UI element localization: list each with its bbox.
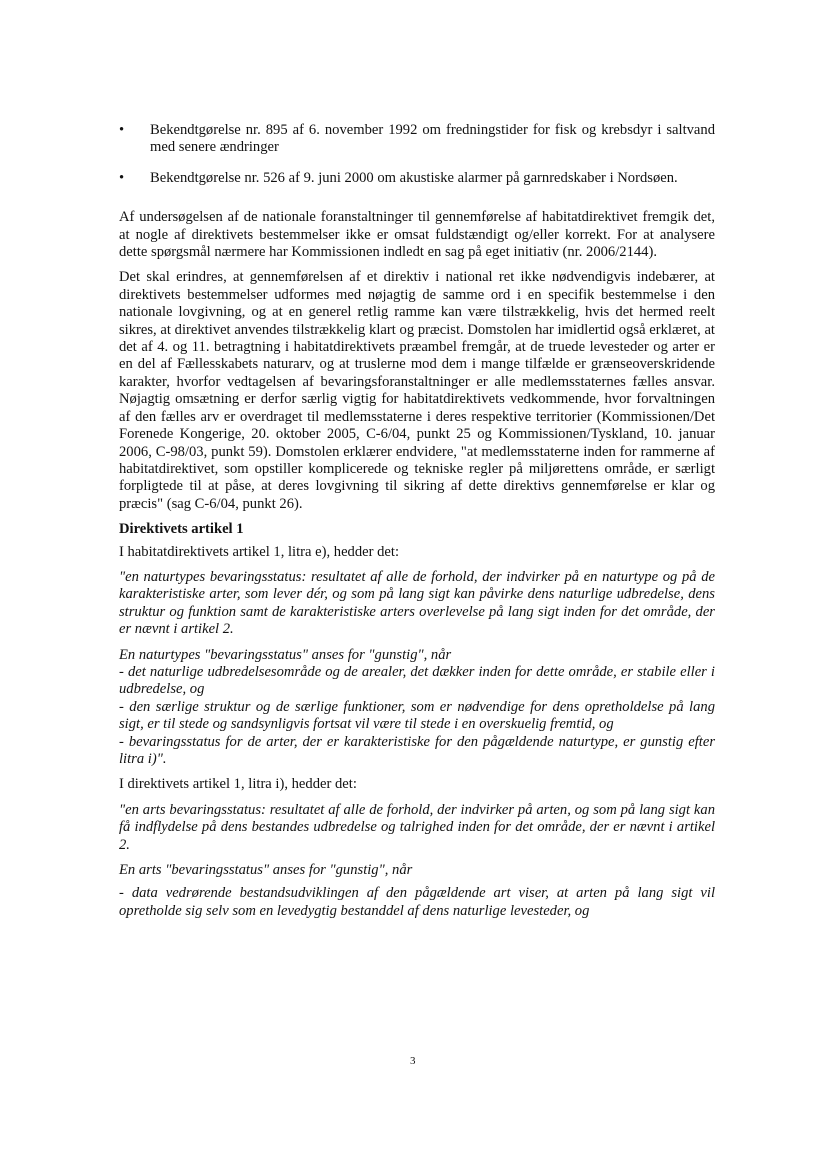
quote-art-conditions bbox=[119, 862, 715, 920]
quote-naturtype-conditions bbox=[119, 647, 715, 769]
quote-line: - det naturlige udbredelsesområde og de arealer, det dækker inden for dette område, er stabile eller i udbredelse, og bbox=[119, 663, 715, 698]
quote-line: - data vedrørende bestandsudviklingen af den pågældende art viser, at arten på lang sigt vil opretholde sig selv som en levedygtig bestanddel af dens naturlige levesteder, og bbox=[119, 885, 715, 919]
quote-line: En arts "bevaringsstatus" anses for "gunstig", når bbox=[119, 862, 413, 879]
paragraph-intro: Af undersøgelsen af de nationale foranstaltninger til gennemførelse af habitatdirektivet fremgik det, at nogle af direktivets bestemmelser ikke er omsat fuldstændigt og/eller korrekt. For at analysere dette spørgsmål nærmere har Kommissionen indledt en sag på eget initiativ (nr. 2006/2144). bbox=[119, 209, 715, 261]
section-heading: Direktivets artikel 1 bbox=[119, 521, 244, 538]
list-item bbox=[119, 170, 715, 187]
paragraph-article-ref-e: I habitatdirektivets artikel 1, litra e), hedder det: bbox=[119, 543, 400, 560]
page-number: 3 bbox=[410, 1055, 416, 1067]
list-item bbox=[119, 122, 715, 157]
quote-line: En naturtypes "bevaringsstatus" anses for "gunstig", når bbox=[119, 646, 452, 663]
page-content bbox=[119, 122, 715, 928]
list-item-text: Bekendtgørelse nr. 895 af 6. november 1992 om fredningstider for fisk og krebsdyr i saltvand med senere ændringer bbox=[150, 122, 715, 156]
quote-naturtype-definition: "en naturtypes bevaringsstatus: resultatet af alle de forhold, der indvirker på en naturtype og på de karakteristiske arter, som lever dér, og som på lang sigt kan påvirke dens naturlige udbredelse, dens struktur og funktion samt de karakteristiske arters overlevelse på lang sigt inden for det område, der er nævnt i artikel 2. bbox=[119, 568, 715, 638]
bullet-icon: • bbox=[119, 122, 125, 138]
quote-line: - den særlige struktur og de særlige funktioner, som er nødvendige for dens opretholdelse på lang sigt, er til stede og sandsynligvis fortsat vil være til stede i en overskuelig fremtid, og bbox=[119, 698, 715, 733]
bullet-icon: • bbox=[119, 169, 125, 186]
list-item-text: Bekendtgørelse nr. 526 af 9. juni 2000 om akustiske alarmer på garnredskaber i Nordsøen. bbox=[150, 169, 678, 186]
paragraph-article-ref-i: I direktivets artikel 1, litra i), hedder det: bbox=[119, 776, 357, 793]
quote-line: - bevaringsstatus for de arter, der er karakteristiske for den pågældende naturtype, er gunstig efter litra i)". bbox=[119, 733, 715, 767]
paragraph-case-law: Det skal erindres, at gennemførelsen af et direktiv i national ret ikke nødvendigvis indebærer, at direktivets bestemmelser udformes med nøjagtig de samme ord i en specifik bestemmelse i den nationale lovgivning, og at en generel retlig ramme kan være tilstrækkelig, hvis det hermed reelt sikres, at direktivet anvendes tilstrækkelig klart og præcist. Domstolen har imidlertid også erklæret, at det af 4. og 11. betragtning i habitatdirektivets præambel fremgår, at de truede levesteder og arter er en del af Fællesskabets naturarv, og at truslerne mod dem i mange tilfælde er grænseoverskridende karakter, hvorfor vedtagelsen af bevaringsforanstaltninger er alle medlemsstaternes fælles ansvar. Nøjagtig omsætning er derfor særlig vigtig for habitatdirektivets vedkommende, hvor forvaltningen af den fælles arv er overdraget til medlemsstaterne i deres respektive territorier (Kommissionen/Det Forenede Kongerige, 20. oktober 2005, C-6/04, punkt 25 og Kommissionen/Tyskland, 10. januar 2006, C-98/03, punkt 59). Domstolen erklærer endvidere, "at medlemsstaterne inden for rammerne af habitatdirektivet, som opstiller komplicerede og tekniske regler på miljørettens område, er særligt forpligtede til at påse, at deres lovgivning til sikring af dette direktivs gennemførelse er klar og præcis" (sag C-6/04, punkt 26). bbox=[119, 269, 715, 512]
quote-art-definition: "en arts bevaringsstatus: resultatet af alle de forhold, der indvirker på arten, og som på lang sigt kan få indflydelse på dens bestandes udbredelse og talrighed inden for det område, der er nævnt i artikel 2. bbox=[119, 801, 715, 853]
